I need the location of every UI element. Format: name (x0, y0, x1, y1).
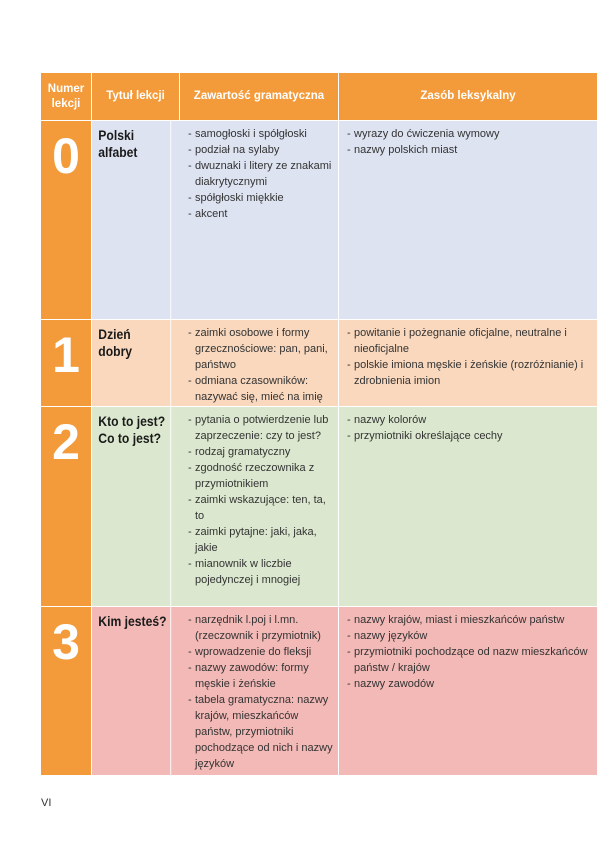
list-item (185, 190, 334, 206)
list-item (344, 142, 593, 158)
header-grammar: Zawartość gramatyczna (180, 73, 339, 120)
list-item (185, 612, 334, 644)
list-item-text: przymiotniki określające cechy (354, 430, 503, 442)
lesson-number: 1 (41, 320, 92, 406)
dash-bullet: - (347, 614, 351, 626)
list-item-text: dwuznaki i litery ze znakami diakrytycznymi (195, 160, 332, 188)
grammar-list (180, 320, 338, 405)
lesson-title: Kim jesteś? (92, 607, 171, 775)
list-item (344, 676, 593, 692)
list-item (344, 126, 593, 142)
list-item-text: narzędnik l.poj i l.mn. (rzeczownik i przymiotnik) (195, 614, 321, 642)
list-item (185, 142, 334, 158)
dash-bullet: - (188, 646, 192, 658)
dash-bullet: - (188, 694, 192, 706)
lexis-list (339, 407, 597, 444)
dash-bullet: - (347, 327, 351, 339)
list-item (185, 524, 334, 556)
list-item (185, 325, 334, 373)
list-item-text: nazwy zawodów (354, 678, 435, 690)
list-item (344, 628, 593, 644)
list-item-text: wyrazy do ćwiczenia wymowy (354, 128, 500, 140)
list-item-text: rodzaj gramatyczny (195, 446, 291, 458)
list-item (344, 428, 593, 444)
list-item (185, 460, 334, 492)
list-item-text: zaimki pytajne: jaki, jaka, jakie (195, 526, 317, 554)
header-number: Numer lekcji (41, 73, 92, 120)
page-number: VI (41, 797, 52, 809)
lesson-number: 0 (41, 121, 92, 319)
dash-bullet: - (188, 662, 192, 674)
dash-bullet: - (347, 678, 351, 690)
dash-bullet: - (188, 494, 192, 506)
list-item-text: nazwy języków (354, 630, 428, 642)
list-item-text: zaimki osobowe i formy grzecznościowe: pan, pani, państwo (195, 327, 328, 371)
dash-bullet: - (188, 144, 192, 156)
list-item-text: akcent (195, 208, 228, 220)
list-item-text: nazwy polskich miast (354, 144, 458, 156)
list-item (185, 158, 334, 190)
list-item (185, 660, 334, 692)
lexis-list (339, 607, 597, 692)
dash-bullet: - (188, 208, 192, 220)
dash-bullet: - (188, 462, 192, 474)
header-lexis: Zasób leksykalny (420, 90, 516, 102)
list-item (185, 373, 334, 405)
list-item-text: wprowadzenie do fleksji (195, 646, 312, 658)
lexis-list (339, 320, 597, 389)
list-item (344, 612, 593, 628)
grammar-list (180, 607, 338, 772)
list-item-text: odmiana czasowników: nazywać się, mieć na imię (195, 375, 323, 403)
list-item-text: podział na sylaby (195, 144, 280, 156)
dash-bullet: - (188, 192, 192, 204)
list-item (185, 444, 334, 460)
dash-bullet: - (188, 375, 192, 387)
dash-bullet: - (188, 128, 192, 140)
dash-bullet: - (188, 558, 192, 570)
header-title: Tytuł lekcji (92, 73, 180, 120)
lexis-list (339, 121, 597, 158)
list-item-text: powitanie i pożegnanie oficjalne, neutralne i nieoficjalne (354, 327, 567, 355)
dash-bullet: - (347, 128, 351, 140)
list-item (185, 206, 334, 222)
dash-bullet: - (347, 630, 351, 642)
list-item (185, 556, 334, 588)
table-row (41, 607, 597, 776)
dash-bullet: - (188, 414, 192, 426)
table-row (41, 121, 597, 320)
list-item-text: przymiotniki pochodzące od nazw mieszkańców państw / krajów (354, 646, 588, 674)
grammar-list (180, 407, 338, 588)
dash-bullet: - (347, 144, 351, 156)
list-item-text: polskie imiona męskie i żeńskie (rozróżnianie) i zdrobnienia imion (354, 359, 584, 387)
lesson-title: Polski alfabet (92, 121, 171, 319)
dash-bullet: - (188, 614, 192, 626)
list-item (344, 644, 593, 676)
list-item (185, 492, 334, 524)
list-item (185, 412, 334, 444)
list-item-text: zaimki wskazujące: ten, ta, to (195, 494, 326, 522)
dash-bullet: - (347, 646, 351, 658)
list-item-text: samogłoski i spółgłoski (195, 128, 307, 140)
list-item-text: pytania o potwierdzenie lub zaprzeczenie: czy to jest? (195, 414, 329, 442)
list-item (185, 644, 334, 660)
list-item-text: spółgłoski miękkie (195, 192, 284, 204)
list-item (344, 412, 593, 428)
list-item (344, 357, 593, 389)
table-row (41, 320, 597, 407)
table-header (41, 73, 597, 121)
lesson-number: 2 (41, 407, 92, 606)
list-item-text: tabela gramatyczna: nazwy krajów, mieszkańców państw, przymiotniki pochodzące od nich i nazwy języków (195, 694, 333, 770)
table-row (41, 407, 597, 607)
dash-bullet: - (347, 359, 351, 371)
list-item-text: zgodność rzeczownika z przymiotnikiem (195, 462, 315, 490)
dash-bullet: - (188, 446, 192, 458)
dash-bullet: - (347, 414, 351, 426)
list-item-text: nazwy zawodów: formy męskie i żeńskie (195, 662, 309, 690)
list-item-text: mianownik w liczbie pojedynczej i mnogiej (195, 558, 301, 586)
lesson-title: Kto to jest? Co to jest? (92, 407, 171, 606)
dash-bullet: - (188, 526, 192, 538)
dash-bullet: - (188, 160, 192, 172)
list-item (185, 692, 334, 772)
lesson-number: 3 (41, 607, 92, 775)
grammar-list (180, 121, 338, 222)
list-item (185, 126, 334, 142)
list-item-text: nazwy kolorów (354, 414, 427, 426)
lesson-table (41, 73, 597, 776)
lesson-title: Dzień dobry (92, 320, 171, 406)
list-item (344, 325, 593, 357)
dash-bullet: - (188, 327, 192, 339)
list-item-text: nazwy krajów, miast i mieszkańców państw (354, 614, 565, 626)
dash-bullet: - (347, 430, 351, 442)
